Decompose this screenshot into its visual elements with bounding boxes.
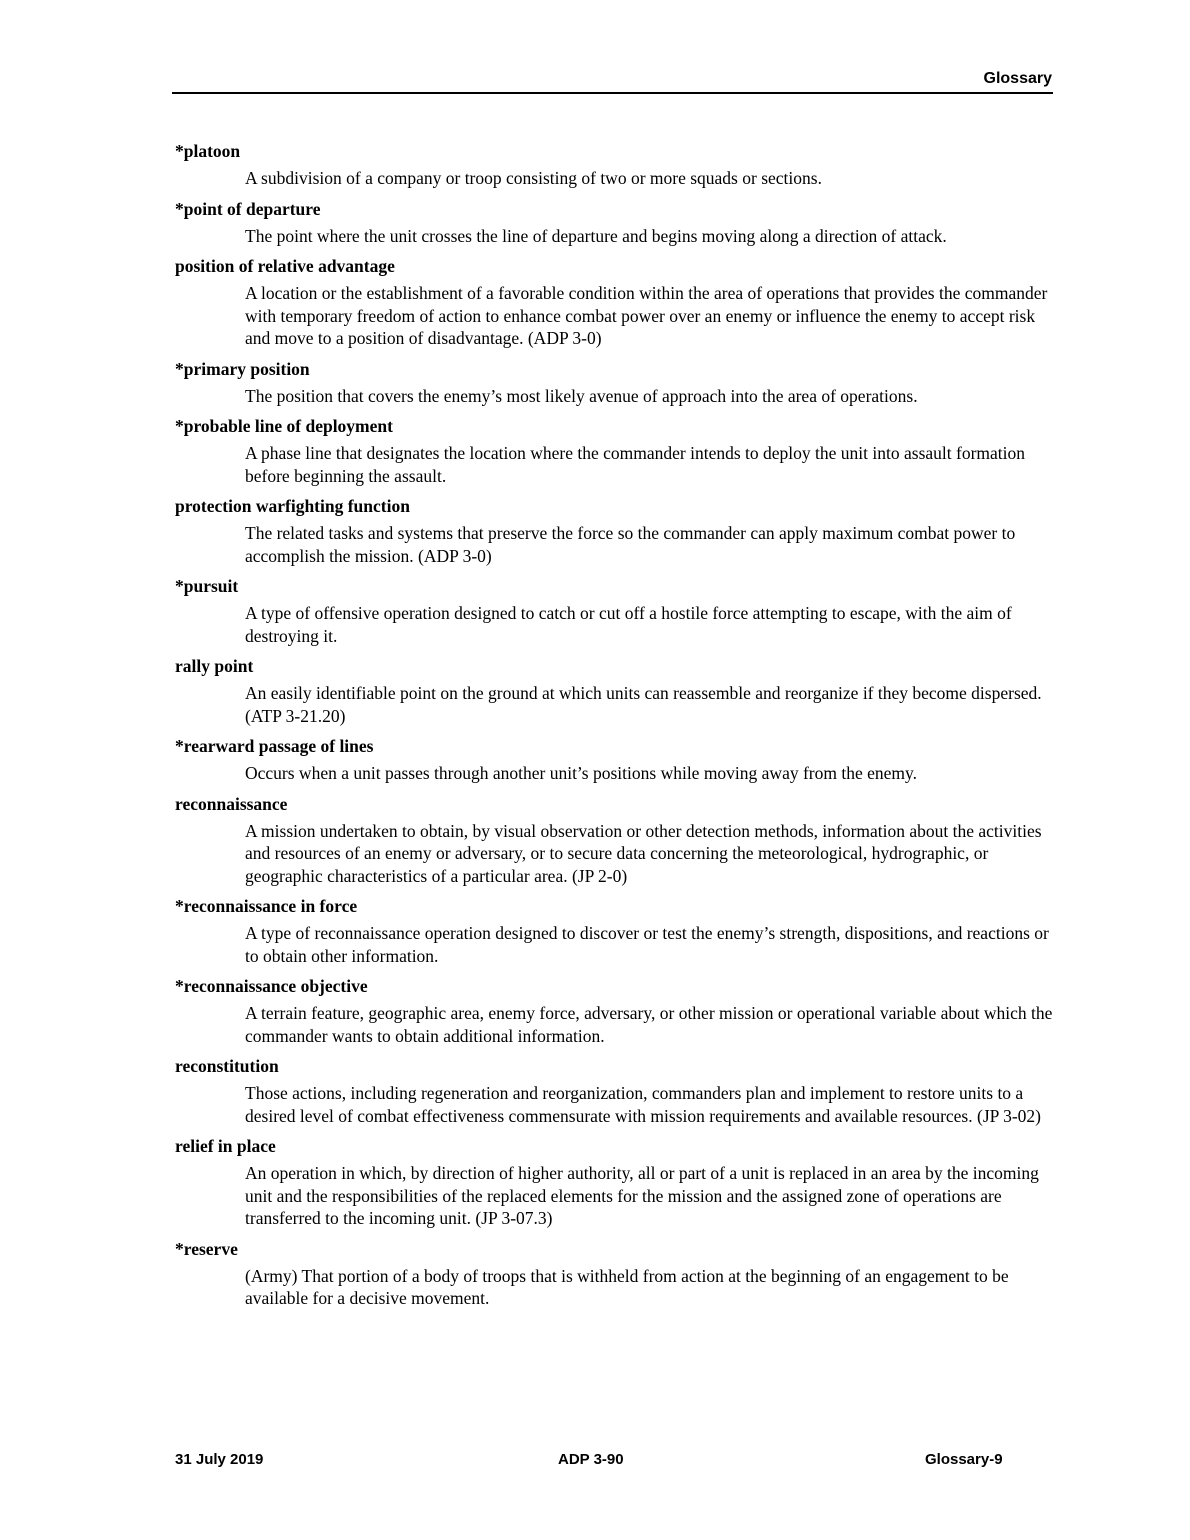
glossary-entry	[175, 255, 1055, 350]
glossary-definition: A location or the establishment of a favorable condition within the area of operations that provides the commander with temporary freedom of action to enhance combat power over an enemy or influence the enemy to accept risk and move to a position of disadvantage. (ADP 3-0)	[245, 283, 1048, 348]
footer-date: 31 July 2019	[175, 1451, 264, 1468]
glossary-definition: A type of reconnaissance operation designed to discover or test the enemy’s strength, dispositions, and reactions or to obtain other information.	[245, 923, 1049, 966]
glossary-term: *reconnaissance objective	[175, 976, 368, 996]
glossary-term: *point of departure	[175, 198, 321, 219]
glossary-entry	[175, 415, 1055, 487]
glossary-definition: An easily identifiable point on the ground at which units can reassemble and reorganize if they become dispersed. (ATP 3-21.20)	[245, 683, 1042, 726]
glossary-term: relief in place	[175, 1136, 276, 1156]
glossary-entry	[175, 655, 1055, 727]
glossary-entry	[175, 198, 1055, 248]
glossary-definition: A terrain feature, geographic area, enemy force, adversary, or other mission or operational variable about which the commander wants to obtain additional information.	[245, 1003, 1053, 1046]
glossary-definition: A subdivision of a company or troop consisting of two or more squads or sections.	[245, 168, 822, 188]
glossary-term: *primary position	[175, 358, 310, 379]
glossary-list	[175, 140, 1055, 1318]
glossary-term: rally point	[175, 656, 254, 676]
glossary-definition: The point where the unit crosses the line of departure and begins moving along a direction of attack.	[245, 225, 947, 246]
glossary-definition: A type of offensive operation designed to catch or cut off a hostile force attempting to escape, with the aim of destroying it.	[245, 603, 1012, 646]
glossary-term: *reconnaissance in force	[175, 896, 358, 916]
footer-page-number: Glossary-9	[925, 1451, 1003, 1468]
glossary-definition: Those actions, including regeneration and reorganization, commanders plan and implement to restore units to a desired level of combat effectiveness commensurate with mission requirements and available resources. (JP 3-02)	[245, 1083, 1041, 1126]
page-header-title: Glossary	[983, 70, 1052, 87]
glossary-entry	[175, 1238, 1055, 1310]
glossary-entry	[175, 358, 1055, 408]
footer-publication: ADP 3-90	[558, 1451, 624, 1468]
glossary-entry	[175, 495, 1055, 567]
glossary-entry	[175, 1135, 1055, 1230]
header-divider	[172, 92, 1053, 94]
glossary-entry	[175, 735, 1055, 785]
glossary-definition: Occurs when a unit passes through another unit’s positions while moving away from the enemy.	[245, 763, 917, 783]
glossary-entry	[175, 1055, 1055, 1127]
glossary-entry	[175, 140, 1055, 190]
glossary-term: position of relative advantage	[175, 256, 395, 276]
glossary-term: *pursuit	[175, 576, 239, 596]
glossary-entry	[175, 793, 1055, 888]
glossary-term: *platoon	[175, 141, 241, 161]
glossary-entry	[175, 975, 1055, 1047]
glossary-definition: A mission undertaken to obtain, by visual observation or other detection methods, information about the activities and resources of an enemy or adversary, or to secure data concerning the meteorological, hydrographic, or geographic characteristics of a particular area. (JP 2-0)	[245, 820, 1042, 886]
glossary-term: *reserve	[175, 1238, 238, 1259]
glossary-entry	[175, 895, 1055, 967]
glossary-term: reconnaissance	[175, 793, 288, 814]
glossary-term: reconstitution	[175, 1056, 279, 1076]
glossary-term: *probable line of deployment	[175, 416, 393, 436]
glossary-definition: The position that covers the enemy’s most likely avenue of approach into the area of operations.	[245, 385, 918, 406]
glossary-definition: A phase line that designates the location where the commander intends to deploy the unit into assault formation before beginning the assault.	[245, 443, 1026, 486]
glossary-term: protection warfighting function	[175, 496, 410, 516]
glossary-definition: An operation in which, by direction of higher authority, all or part of a unit is replaced in an area by the incoming unit and the responsibilities of the replaced elements for the mission and the assigned zone of operations are transferred to the incoming unit. (JP 3-07.3)	[245, 1163, 1039, 1228]
glossary-term: *rearward passage of lines	[175, 736, 374, 756]
glossary-entry	[175, 575, 1055, 647]
glossary-definition: (Army) That portion of a body of troops that is withheld from action at the beginning of an engagement to be available for a decisive movement.	[245, 1265, 1009, 1308]
glossary-definition: The related tasks and systems that preserve the force so the commander can apply maximum combat power to accomplish the mission. (ADP 3-0)	[245, 523, 1016, 566]
